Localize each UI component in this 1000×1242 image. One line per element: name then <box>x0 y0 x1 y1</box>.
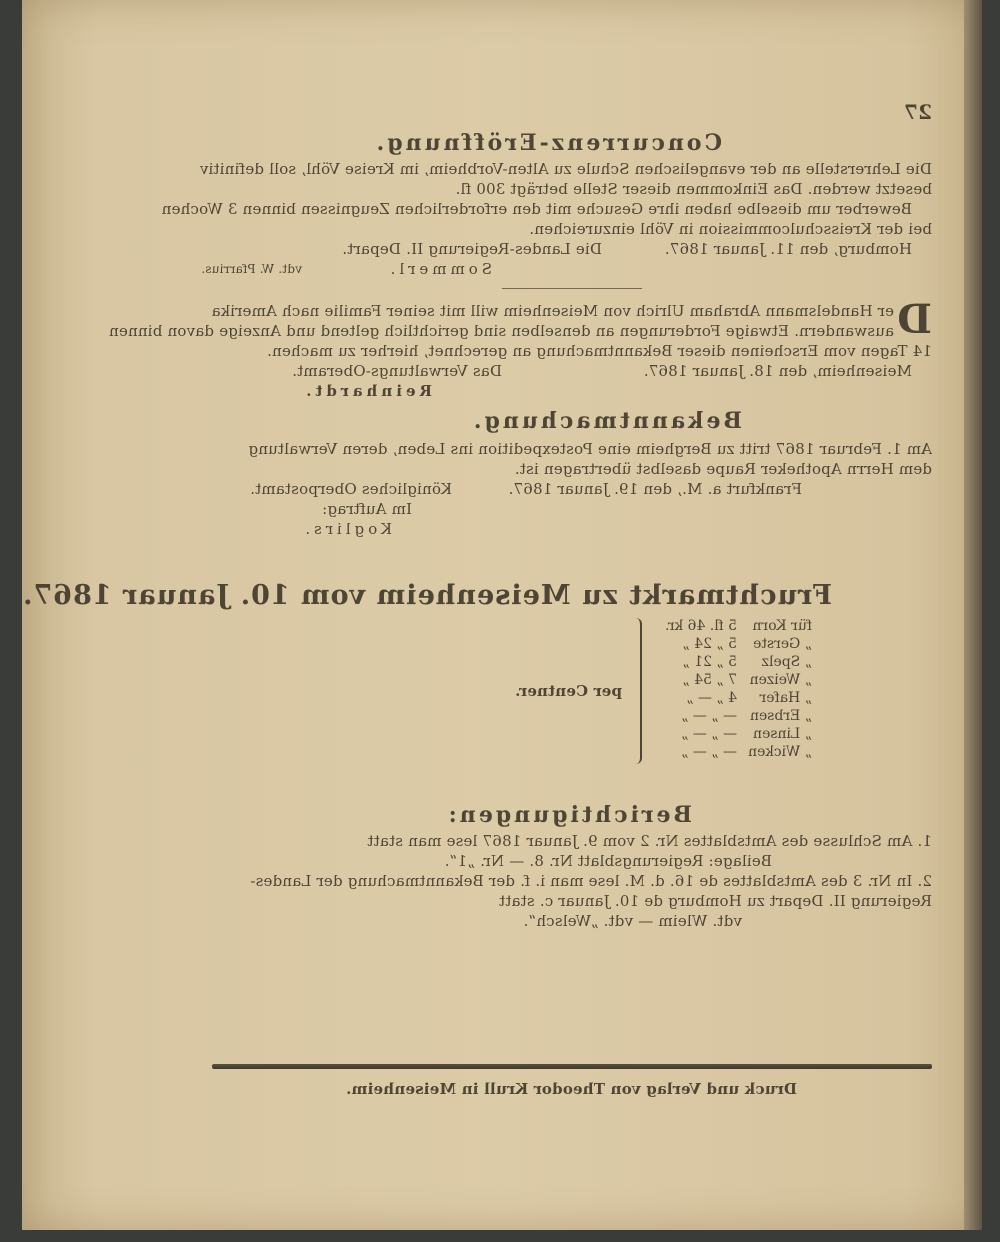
price-value: 4 „ — „ <box>686 690 737 706</box>
price-item: für Korn <box>752 618 812 634</box>
price-item: „ Erbsen <box>749 708 812 724</box>
notice1-body-line: bei der Kreisschulcommission in Vöhl einzureichen. <box>529 220 932 238</box>
price-value: — „ — „ <box>681 726 737 742</box>
correction-line: Beilage: Regierungsblatt Nr. 8. — Nr. „1“. <box>444 852 772 870</box>
notice3-dateline: Frankfurt a. M., den 19. Januar 1867. <box>508 480 802 498</box>
price-item: „ Hafer <box>759 690 812 706</box>
price-item: „ Wicken <box>748 744 812 760</box>
notice2-drop-cap: D <box>897 296 932 343</box>
page-number: 27 <box>903 100 932 124</box>
notice1-dateline: Homburg, den 11. Januar 1867. <box>664 240 912 258</box>
notice2-body-line: 14 Tagen vom Erscheinen dieser Bekanntmachung an gerechnet, hierher zu machen. <box>266 342 932 360</box>
correction-line: 2. In Nr. 3 des Amtsblattes de 16. d. M. lese man i. f. der Bekanntmachung der Landes- <box>250 872 932 890</box>
notice2-dateline: Meisenheim, den 18. Januar 1867. <box>643 362 912 380</box>
notice2-signature: Reinhardt. <box>302 382 432 400</box>
market-unit: per Centner. <box>514 682 622 700</box>
notice3-body-line: Am 1. Februar 1867 tritt zu Bergheim eine Postexpedition ins Leben, deren Verwaltung <box>248 440 932 458</box>
price-value: 5 fl. 46 kr. <box>665 618 737 634</box>
notice1-body-line: Die Lehrerstelle an der evangelischen Schule zu Alten-Vorbheim, im Kreise Vöhl, soll definitiv <box>199 160 932 178</box>
imprint: Druck und Verlag von Theodor Krull in Meisenheim. <box>345 1080 797 1098</box>
notice1-signature: Sommerl. <box>386 260 492 278</box>
notice3-body-line: dem Herrn Apotheker Raupe daselbst übertragen ist. <box>514 460 932 478</box>
notice1-signature-note: vdt. W. Pfarrius. <box>201 262 302 276</box>
price-value: 5 „ 24 „ <box>682 636 737 652</box>
book-spine <box>964 0 982 1230</box>
section-divider <box>502 288 642 289</box>
price-value: — „ — „ <box>681 708 737 724</box>
notice1-body-line: Bewerber um dieselbe haben ihre Gesuche mit den erforderlichen Zeugnissen binnen 3 Wochen <box>161 200 912 218</box>
price-item: „ Gerste <box>753 636 812 652</box>
price-value: 7 „ 54 „ <box>682 672 737 688</box>
notice1-title: Concurrenz-Eröffnung. <box>373 130 722 156</box>
correction-line: vdt. Wleim — vdt. „Welsch“. <box>523 912 742 930</box>
notice2-body-line: er Handelsmann Abraham Ulrich von Meisenheim will mit seiner Familie nach Amerika <box>211 302 894 320</box>
market-title: Fruchtmarkt zu Meisenheim vom 10. Januar 1867. <box>22 580 832 611</box>
notice3-authority: Königliches Oberpostamt. <box>250 480 452 498</box>
document-page <box>22 0 982 1230</box>
price-brace <box>630 618 642 764</box>
price-item: „ Linsen <box>753 726 812 742</box>
notice1-authority: Die Landes-Regierung II. Depart. <box>342 240 602 258</box>
price-value: 5 „ 21 „ <box>682 654 737 670</box>
notice2-body-line: auswandern. Etwaige Forderungen an denselben sind gerichtlich geltend und Anzeige davon binnen <box>108 322 894 340</box>
corrections-title: Berichtigungen: <box>445 802 692 828</box>
footer-rule <box>212 1064 932 1069</box>
correction-line: 1. Am Schlusse des Amtsblattes Nr. 2 vom 9. Januar 1867 lese man statt <box>367 832 932 850</box>
mirrored-print-block <box>22 90 932 1130</box>
notice3-title: Bekanntmachung. <box>470 408 742 434</box>
notice3-signature: Koglirs. <box>301 520 392 538</box>
correction-line: Regierung II. Depart zu Homburg de 10. Januar c. statt <box>498 892 932 910</box>
notice2-authority: Das Verwaltungs-Oberamt. <box>292 362 502 380</box>
notice1-body-line: besetzt werden. Das Einkommen dieser Stelle beträgt 300 fl. <box>455 180 932 198</box>
price-item: „ Spelz <box>761 654 812 670</box>
notice3-by-order: Im Auftrag: <box>322 500 412 518</box>
price-value: — „ — „ <box>681 744 737 760</box>
price-item: „ Weizen <box>749 672 812 688</box>
